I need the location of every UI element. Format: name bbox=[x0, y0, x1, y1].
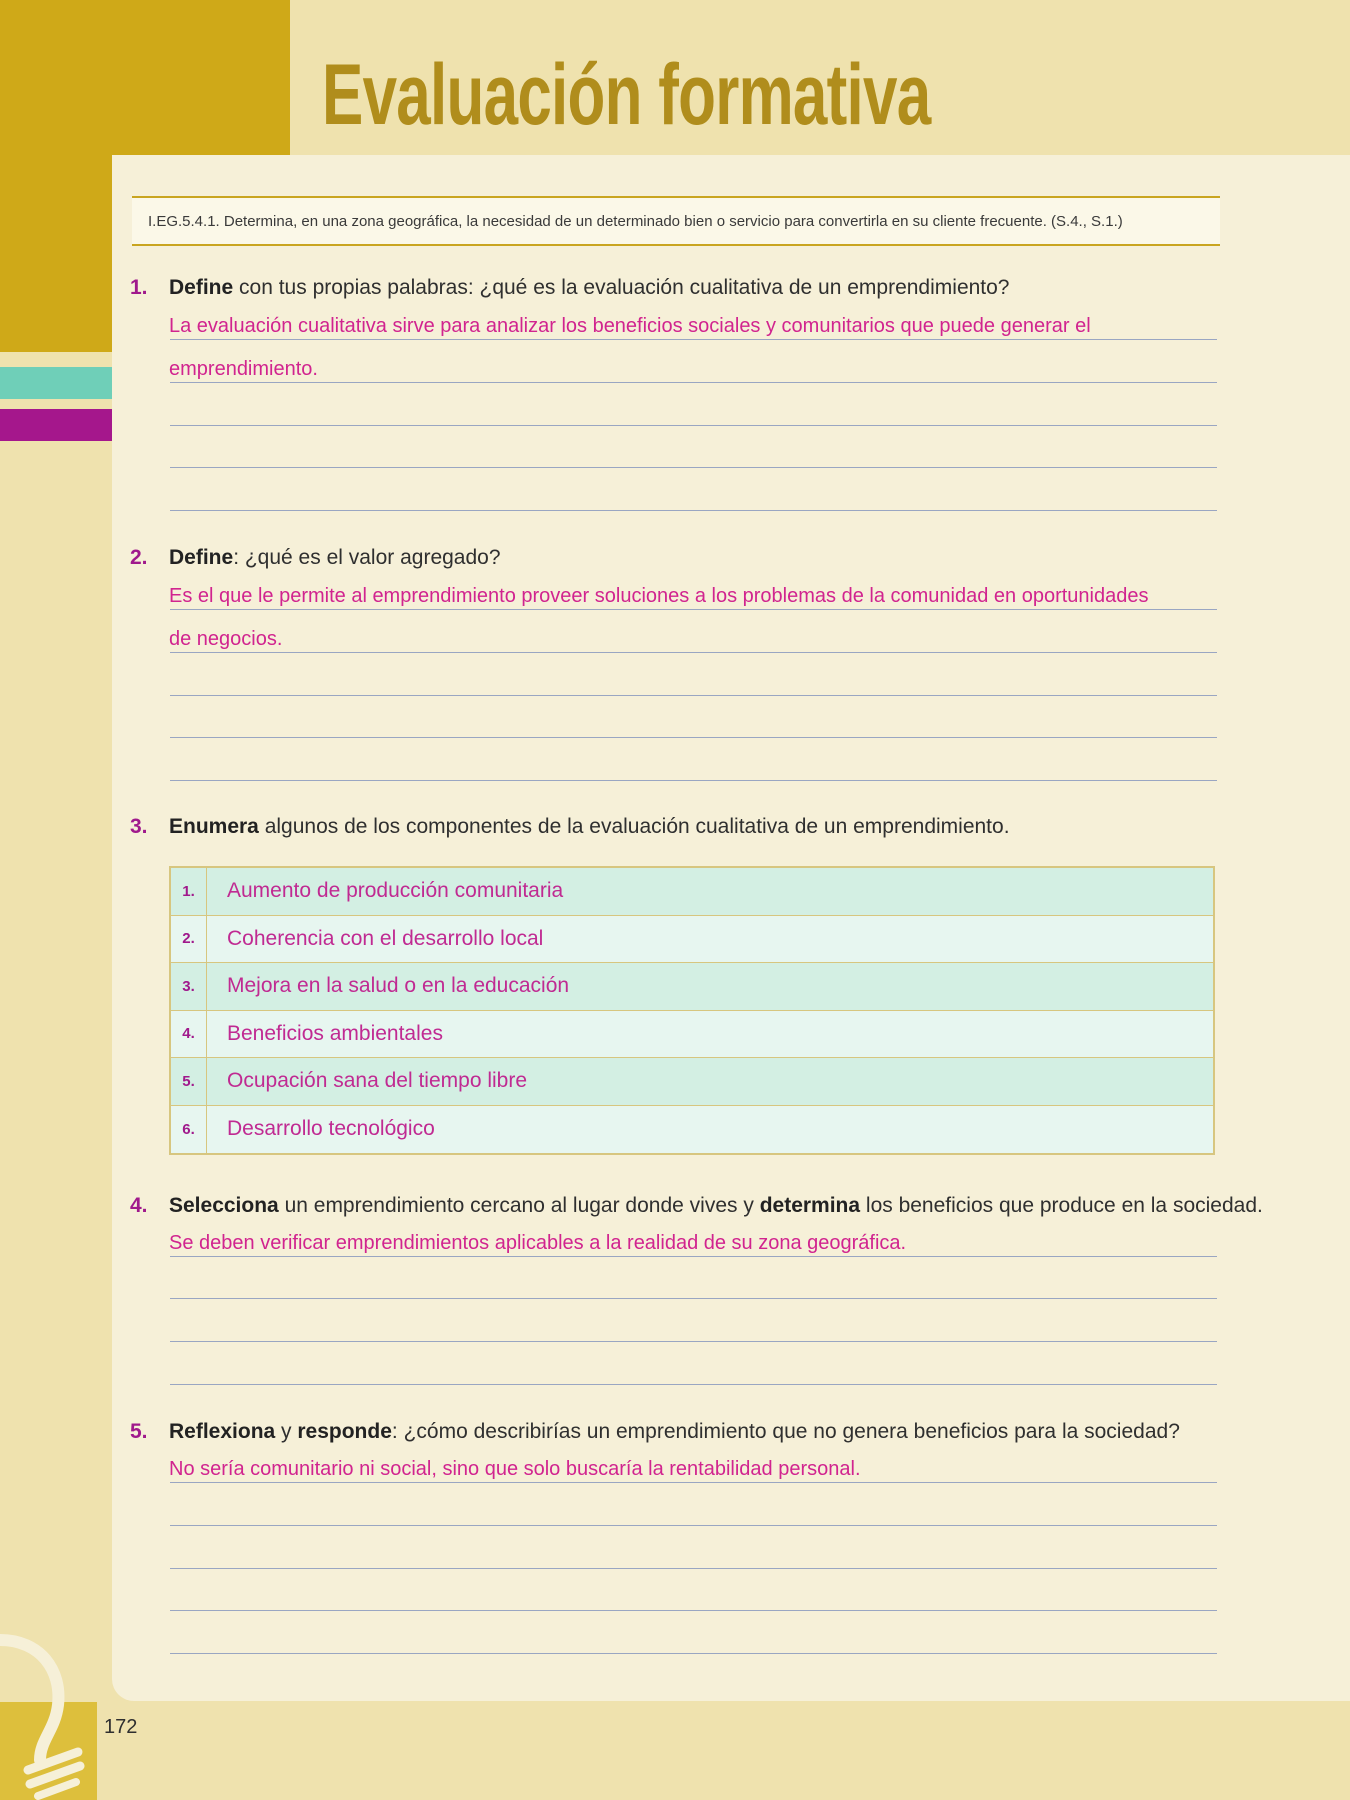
row-text: Mejora en la salud o en la educación bbox=[227, 974, 570, 998]
writing-line bbox=[170, 1256, 1217, 1257]
left-margin-band bbox=[0, 441, 112, 1701]
question-number: 4. bbox=[130, 1194, 148, 1217]
teal-stripe bbox=[0, 367, 112, 399]
writing-line bbox=[170, 510, 1217, 511]
question-text: : ¿cómo describirías un emprendimiento que no genera beneficios para la sociedad? bbox=[391, 1420, 1180, 1443]
writing-line bbox=[170, 737, 1217, 738]
answer-line: emprendimiento. bbox=[169, 358, 318, 380]
page-title: Evaluación formativa bbox=[322, 47, 931, 143]
question-number: 1. bbox=[130, 276, 148, 299]
components-table bbox=[169, 866, 1215, 1155]
question-verb: Define bbox=[169, 276, 234, 299]
question-text: : ¿qué es el valor agregado? bbox=[233, 546, 501, 569]
answer-line: Se deben verificar emprendimientos aplicables a la realidad de su zona geográfica. bbox=[169, 1232, 907, 1254]
evaluation-indicator bbox=[132, 196, 1220, 246]
writing-line bbox=[170, 339, 1217, 340]
question-verb-2: responde bbox=[297, 1420, 392, 1443]
question-number: 2. bbox=[130, 546, 148, 569]
writing-line bbox=[170, 652, 1217, 653]
question-2 bbox=[130, 546, 1230, 570]
table-row bbox=[171, 1106, 1213, 1154]
table-row bbox=[171, 1011, 1213, 1059]
writing-line bbox=[170, 1568, 1217, 1569]
lightbulb-icon bbox=[0, 1620, 110, 1800]
writing-line bbox=[170, 467, 1217, 468]
page-number: 172 bbox=[104, 1716, 138, 1738]
row-text: Coherencia con el desarrollo local bbox=[227, 926, 544, 950]
table-row bbox=[171, 868, 1213, 916]
question-verb: Selecciona bbox=[169, 1194, 279, 1217]
indicator-text: I.EG.5.4.1. Determina, en una zona geográfica, la necesidad de un determinado bien o servicio para convertirla en su cliente frecuente. (S.4., S.1.) bbox=[148, 212, 1123, 230]
row-text: Beneficios ambientales bbox=[227, 1021, 443, 1045]
writing-line bbox=[170, 382, 1217, 383]
writing-line bbox=[170, 1610, 1217, 1611]
row-text: Desarrollo tecnológico bbox=[227, 1117, 435, 1141]
magenta-stripe bbox=[0, 409, 112, 441]
question-verb-2: determina bbox=[759, 1194, 861, 1217]
writing-line bbox=[170, 1653, 1217, 1654]
table-row bbox=[171, 1058, 1213, 1106]
writing-line bbox=[170, 1341, 1217, 1342]
question-verb: Reflexiona bbox=[169, 1420, 276, 1443]
question-verb: Enumera bbox=[169, 815, 259, 838]
question-text: algunos de los componentes de la evaluación cualitativa de un emprendimiento. bbox=[258, 815, 1010, 838]
question-4 bbox=[130, 1194, 1263, 1218]
writing-line bbox=[170, 780, 1217, 781]
row-text: Ocupación sana del tiempo libre bbox=[227, 1069, 528, 1093]
row-number: 4. bbox=[171, 1011, 207, 1058]
writing-line bbox=[170, 1298, 1217, 1299]
writing-line bbox=[170, 1384, 1217, 1385]
row-number: 5. bbox=[171, 1058, 207, 1105]
question-number: 5. bbox=[130, 1420, 148, 1443]
question-5 bbox=[130, 1420, 1230, 1444]
writing-line bbox=[170, 1525, 1217, 1526]
question-text: los beneficios que produce en la sociedad. bbox=[860, 1194, 1263, 1217]
row-number: 6. bbox=[171, 1106, 207, 1154]
table-row bbox=[171, 963, 1213, 1011]
row-text: Aumento de producción comunitaria bbox=[227, 879, 564, 903]
answer-line: de negocios. bbox=[169, 628, 283, 650]
table-row bbox=[171, 916, 1213, 964]
answer-line: La evaluación cualitativa sirve para analizar los beneficios sociales y comunitarios que puede generar el bbox=[169, 315, 1091, 337]
row-number: 2. bbox=[171, 916, 207, 963]
question-number: 3. bbox=[130, 815, 148, 838]
writing-line bbox=[170, 695, 1217, 696]
question-1 bbox=[130, 276, 1230, 300]
question-text: y bbox=[275, 1420, 298, 1443]
answer-line: Es el que le permite al emprendimiento proveer soluciones a los problemas de la comunidad en oportunidades bbox=[169, 585, 1149, 607]
question-3 bbox=[130, 815, 1230, 839]
writing-line bbox=[170, 425, 1217, 426]
writing-line bbox=[170, 609, 1217, 610]
row-number: 3. bbox=[171, 963, 207, 1010]
row-number: 1. bbox=[171, 868, 207, 915]
question-text: con tus propias palabras: ¿qué es la evaluación cualitativa de un emprendimiento? bbox=[233, 276, 1010, 299]
question-text: un emprendimiento cercano al lugar donde vives y bbox=[278, 1194, 760, 1217]
answer-line: No sería comunitario ni social, sino que solo buscaría la rentabilidad personal. bbox=[169, 1458, 861, 1480]
question-verb: Define bbox=[169, 546, 234, 569]
writing-line bbox=[170, 1482, 1217, 1483]
